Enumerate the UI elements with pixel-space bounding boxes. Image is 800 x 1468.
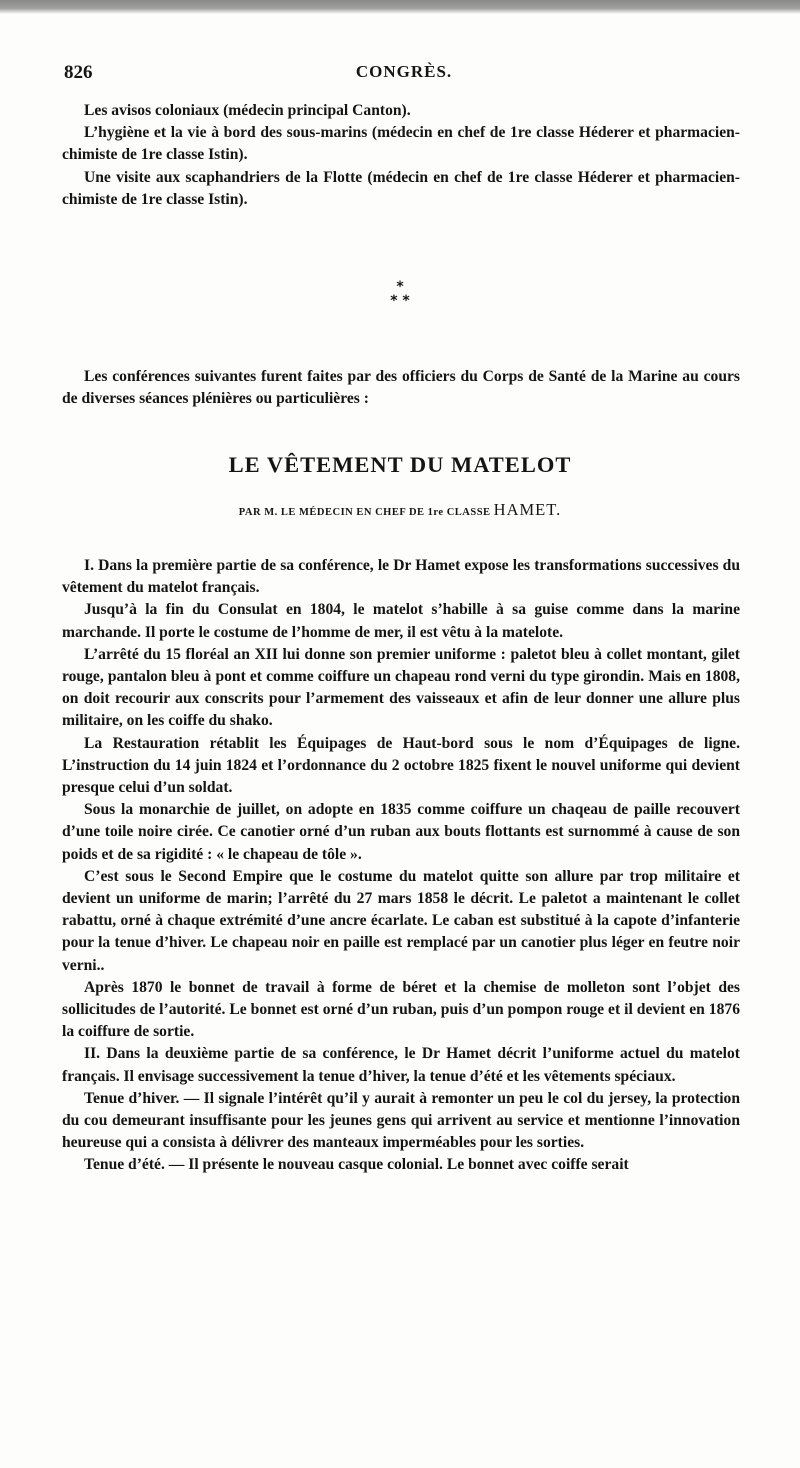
intro-section [62, 366, 740, 410]
article-paragraph: Tenue d’hiver. — Il signale l’intérêt qu’il y aurait à remonter un peu le col du jersey, la protection du cou demeurant insuffisante pour les jeunes gens qui arrivent au service et mentionne l’innovation heureuse qui a consista à délivrer des manteaux imperméables pour les sorties. [62, 1089, 740, 1152]
byline-prefix: PAR M. LE MÉDECIN EN CHEF DE 1re CLASSE [238, 507, 491, 518]
article-paragraph: Tenue d’été. — Il présente le nouveau casque colonial. Le bonnet avec coiffe serait [84, 1156, 629, 1174]
article-paragraph: Sous la monarchie de juillet, on adopte en 1835 comme coiffure un chaqeau de paille recouvert d’une toile noire cirée. Ce canotier orné d’un ruban aux bouts flottants est surnommé à cause de son poids et de sa rigidité : « le chapeau de tôle ». [62, 801, 740, 863]
article-title: LE VÊTEMENT DU MATELOT [228, 452, 572, 477]
article-body [62, 555, 740, 1177]
running-head: CONGRÈS. [355, 62, 453, 81]
list-item: Les avisos coloniaux (médecin principal Canton). [84, 102, 411, 119]
page-header [64, 60, 744, 90]
article-byline [0, 500, 800, 520]
intro-paragraph: Les conférences suivantes furent faites par des officiers du Corps de Santé de la Marine au cours de diverses séances plénières ou particulières : [62, 368, 740, 408]
asterism-top: * [396, 279, 404, 295]
byline-name: HAMET. [493, 500, 562, 519]
page-number: 826 [64, 62, 93, 83]
article-paragraph: Jusqu’à la fin du Consulat en 1804, le matelot s’habille à sa guise comme dans la marine marchande. Il porte le costume de l’homme de mer, il est vêtu à la matelote. [62, 601, 740, 641]
list-item: Une visite aux scaphandriers de la Flotte (médecin en chef de 1re classe Héderer et pharmacien-chimiste de 1re classe Istin). [62, 168, 740, 208]
asterism-bottom: * * [390, 293, 410, 309]
article-paragraph: C’est sous le Second Empire que le costume du matelot quitte son allure par trop militaire et devient un uniforme de marin; l’arrêté du 27 mars 1858 le décrit. Le paletot a maintenant le collet rabattu, orné à chaque extrémité d’une ancre écarlate. Le caban est substitué à la capote d’infanterie pour la tenue d’hiver. Le chapeau noir en paille est remplacé par un canotier plus léger en feutre noir verni.. [62, 867, 740, 974]
article-paragraph: L’arrêté du 15 floréal an XII lui donne son premier uniforme : paletot bleu à collet montant, gilet rouge, pantalon bleu à pont et comme coiffure un chapeau rond verni du type girondin. Mais en 1808, on doit recourir aux conscrits pour l’armement des vaisseaux et afin de leur donner une allure plus militaire, on les coiffe du shako. [62, 645, 740, 730]
article-paragraph: II. Dans la deuxième partie de sa conférence, le Dr Hamet décrit l’uniforme actuel du matelot français. Il envisage successivement la tenue d’hiver, la tenue d’été et les vêtements spéciaux. [62, 1045, 740, 1085]
conference-list [62, 100, 740, 211]
asterism-separator [0, 280, 800, 314]
article-paragraph: I. Dans la première partie de sa conférence, le Dr Hamet expose les transformations successives du vêtement du matelot français. [62, 557, 740, 597]
list-item: L’hygiène et la vie à bord des sous-marins (médecin en chef de 1re classe Héderer et pharmacien-chimiste de 1re classe Istin). [62, 124, 740, 164]
article-paragraph: La Restauration rétablit les Équipages de Haut-bord sous le nom d’Équipages de ligne. L’instruction du 14 juin 1824 et l’ordonnance du 2 octobre 1825 fixent le nouvel uniforme qui devient presque celui d’un soldat. [62, 734, 740, 797]
scan-edge-shadow [0, 0, 800, 14]
article-paragraph: Après 1870 le bonnet de travail à forme de béret et la chemise de molleton sont l’objet des sollicitudes de l’autorité. Le bonnet est orné d’un ruban, puis d’un pompon rouge et il devient en 1876 la coiffure de sortie. [62, 978, 740, 1041]
